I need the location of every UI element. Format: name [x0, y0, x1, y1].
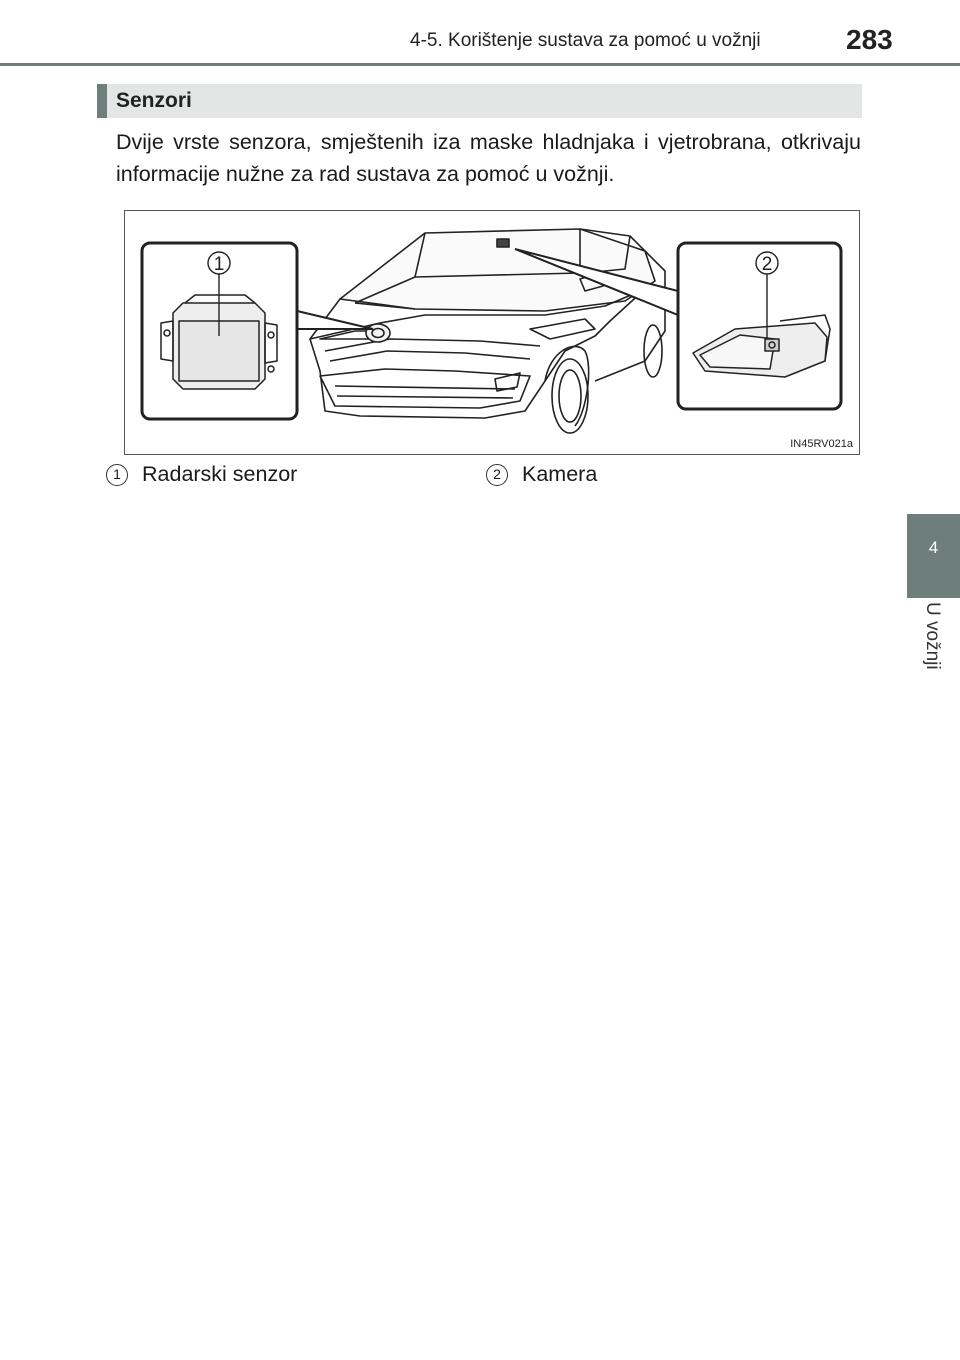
legend-label: Kamera [522, 462, 598, 486]
legend-item-camera [486, 462, 597, 487]
section-title: Senzori [116, 89, 192, 112]
radar-leader [297, 311, 373, 329]
chapter-title: 4-5. Korištenje sustava za pomoć u vožnji [410, 30, 761, 51]
section-heading-bar [97, 84, 862, 118]
car-drawing [310, 229, 665, 433]
chapter-side-tab [907, 514, 960, 598]
sensor-illustration [124, 210, 860, 455]
section-heading-accent [97, 84, 107, 118]
car-sensors-diagram [125, 211, 861, 456]
figure-code: IN45RV021a [790, 438, 853, 450]
callout-1-number: 1 [213, 254, 225, 275]
side-tab-number: 4 [928, 538, 939, 557]
legend-label: Radarski senzor [142, 462, 298, 486]
page-number: 283 [846, 24, 893, 55]
legend-number-badge: 2 [486, 464, 508, 486]
section-body-text: Dvije vrste senzora, smještenih iza maske hladnjaka i vjetrobrana, otkrivaju informacije nužne za rad sustava za pomoć u vožnji. [116, 130, 861, 186]
legend-number-badge: 1 [106, 464, 128, 486]
callout-2-number: 2 [761, 254, 773, 275]
side-tab-label: U vožnji [922, 602, 943, 670]
header-divider [0, 63, 960, 66]
legend-item-radar [106, 462, 297, 487]
